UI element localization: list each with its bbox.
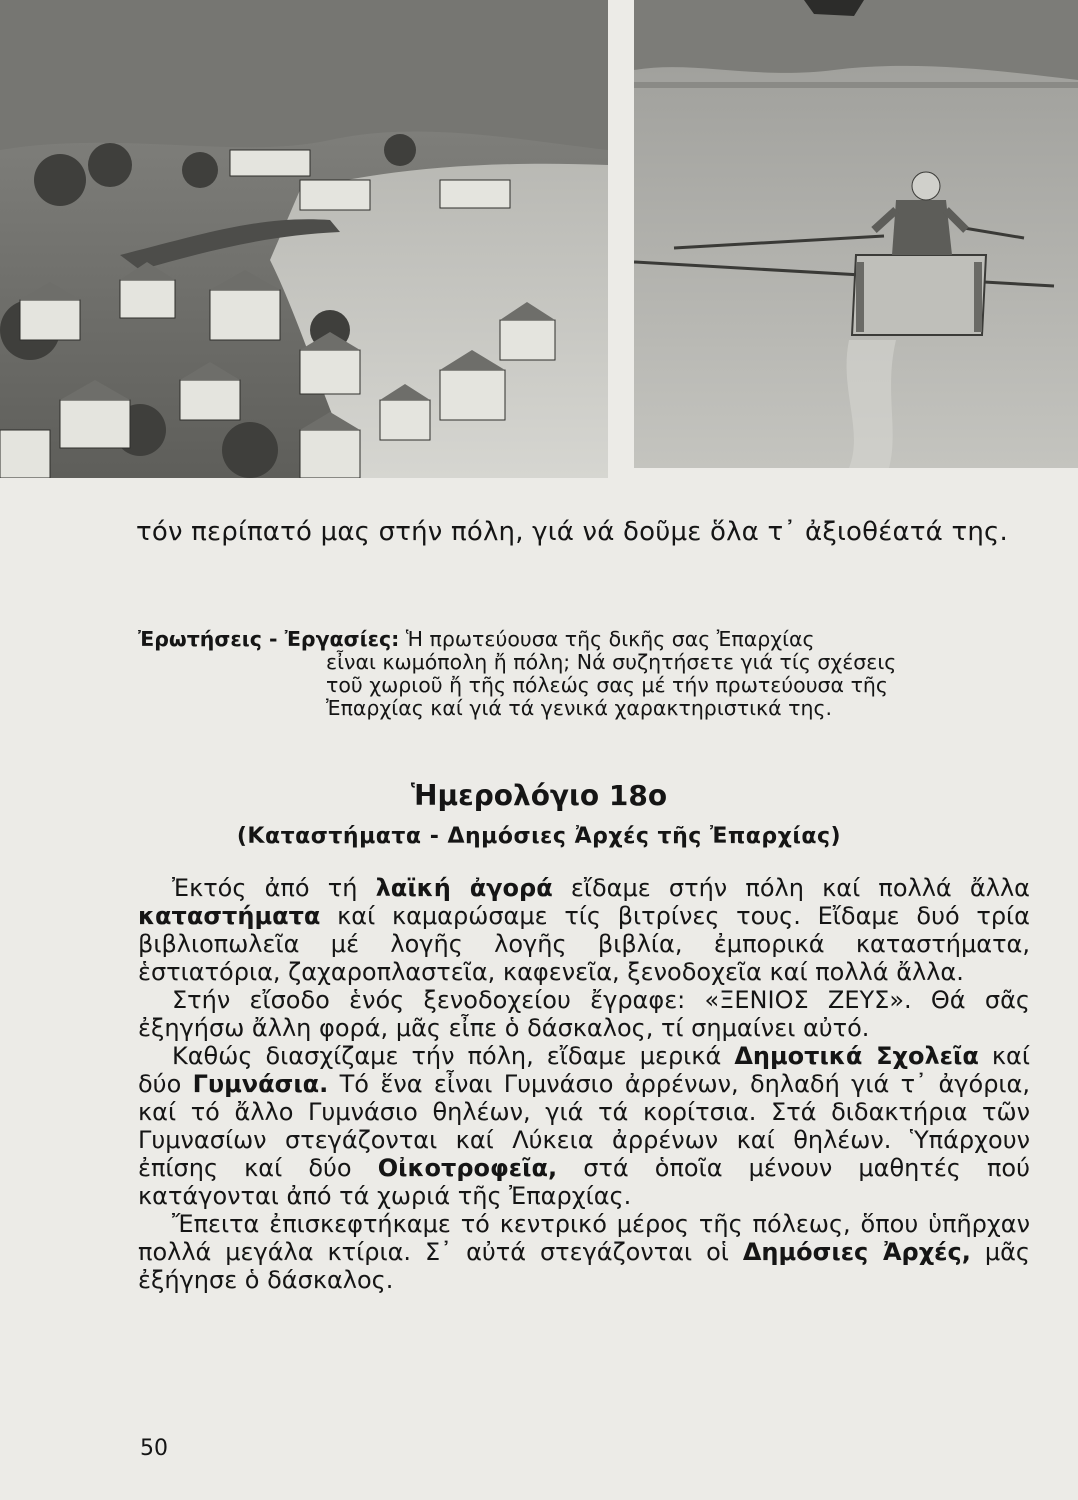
bold-term: Γυμνάσια. [192,1070,329,1098]
questions-line: Ἡ πρωτεύουσα τῆς δικῆς σας Ἐπαρχίας [405,627,815,651]
paragraph [138,1210,1030,1294]
text-run: Τό ἕνα εἶναι Γυμνάσιο ἀρρένων, δηλαδή γιά τ᾽ ἀγόρια, καί τό ἄλλο Γυμνάσιο θηλέων, γιά τά κορίτσια. Στά διδακτήρια τῶν Γυμνασίων στεγάζονται καί Λύκεια ἀρρένων καί θηλέων. Ὑπάρχουν ἐπίσης καί δύο [138,1070,1030,1182]
town-photo-image [0,0,608,478]
questions-line: εἶναι κωμόπολη ἤ πόλη; Νά συζητήσετε γιά τίς σχέσεις [326,650,897,674]
bold-term: Δημοτικά Σχολεῖα [734,1042,979,1070]
page-number: 50 [140,1436,168,1461]
text-run: στά ὁποῖα μένουν μαθητές πού κατάγονται ἀπό τά χωριά τῆς Ἐπαρχίας. [138,1154,1030,1210]
bold-term: Δημόσιες Ἀρχές, [742,1238,971,1266]
text-run: Καθώς διασχίζαμε τήν πόλη, εἴδαμε μερικά [172,1042,735,1070]
bold-term: καταστήματα [138,902,321,930]
rowing-boat-photo [634,0,1078,468]
bold-term: Οἰκοτροφεῖα, [377,1154,558,1182]
paragraph: Στήν εἴσοδο ἑνός ξενοδοχείου ἔγραφε: «ΞΕΝΙΟΣ ΖΕΥΣ». Θά σᾶς ἐξηγήσω ἄλλη φορά, μᾶς εἶπε ὁ δάσκαλος, τί σημαίνει αὐτό. [138,986,1030,1042]
text-run: Ἐκτός ἀπό τή [172,874,376,902]
questions-line: τοῦ χωριοῦ ἤ τῆς πόλεώς σας μέ τήν πρωτεύουσα τῆς [326,673,888,697]
questions-label: Ἐρωτήσεις - Ἐργασίες: [138,627,400,651]
text-run: καί καμαρώσαμε τίς βιτρίνες τους. Εἴδαμε δυό τρία βιβλιοπωλεῖα μέ λογῆς λογῆς βιβλία, ἐμπορικά καταστήματα, ἑστιατόρια, ζαχαροπλαστεῖα, καφενεῖα, ξενοδοχεῖα καί πολλά ἄλλα. [138,902,1030,986]
bold-term: λαϊκή ἀγορά [375,874,553,902]
section-title: Ἡμερολόγιο 18ο [410,779,668,812]
text-run: εἴδαμε στήν πόλη καί πολλά ἄλλα [552,874,1030,902]
questions-line: Ἐπαρχίας καί γιά τά γενικά χαρακτηριστικά της. [326,696,833,720]
caption-line: τόν περίπατό μας στήν πόλη, γιά νά δοῦμε ὅλα τ᾽ ἀξιοθέατά της. [136,517,1008,547]
rowing-boat-photo-image [634,0,1078,468]
text-run: μᾶς ἐξήγησε ὁ δάσκαλος. [138,1238,1030,1294]
body-text [138,874,1030,1294]
text-run: καί δύο [138,1042,1030,1098]
paragraph [138,874,1030,986]
section-subtitle: (Καταστήματα - Δημόσιες Ἀρχές τῆς Ἐπαρχίας) [236,824,842,849]
town-photo [0,0,608,478]
paragraph [138,1042,1030,1210]
text-run: Ἔπειτα ἐπισκεφτήκαμε τό κεντρικό μέρος τῆς πόλεως, ὅπου ὑπῆρχαν πολλά μεγάλα κτίρια. Σ᾽ αὐτά στεγάζονται οἱ [138,1210,1030,1266]
questions-first-line [138,628,978,651]
questions-block [138,628,978,720]
